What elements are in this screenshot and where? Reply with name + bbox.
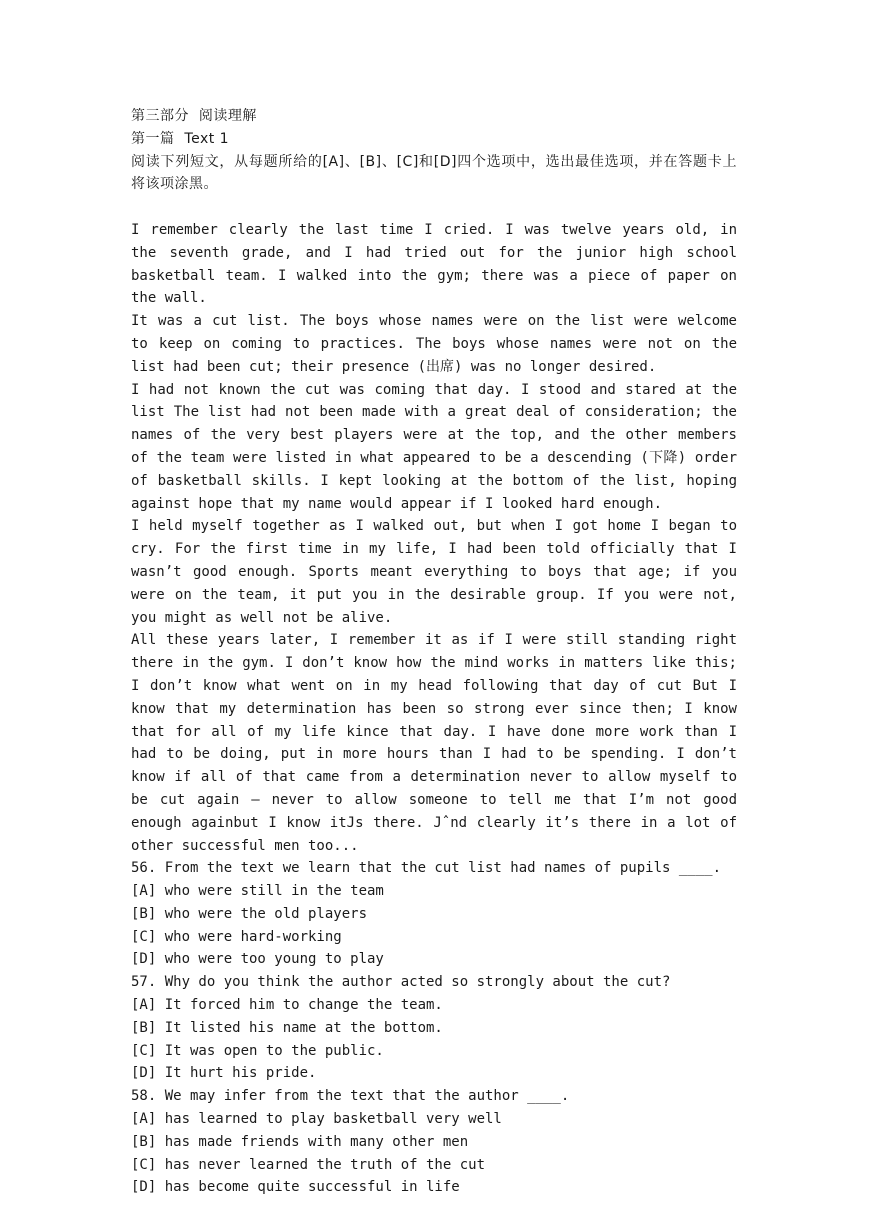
question-58 <box>131 1085 737 1199</box>
passage-paragraph: I held myself together as I walked out, but when I got home I began to cry. For the first time in my life, I had been told officially that I wasn’t good enough. Sports meant everything to boys that age; if you were on the team, it put you in the desirable group. If you were not, you might as well not be alive. <box>131 518 737 626</box>
question-57 <box>131 971 737 1085</box>
option-d: [D] It hurt his pride. <box>131 1065 317 1082</box>
option-b: [B] who were the old players <box>131 905 368 922</box>
option-d: [D] has become quite successful in life <box>131 1179 460 1196</box>
passage-paragraph: It was a cut list. The boys whose names were on the list were welcome to keep on coming to practices. The boys whose names were not on the list had been cut; their presence (出席) was no longer desired. <box>131 313 737 375</box>
question-56 <box>131 857 737 971</box>
passage-paragraph: All these years later, I remember it as if I were still standing right there in the gym. I don’t know how the mind works in matters like this; I don’t know what went on in my head following that day of cut But I know that my determination has been so strong ever since then; I know that for all of my life kince that day. I have done more work than I had to be doing, put in more hours than I had to be spending. I don’t know if all of that came from a determination never to allow myself to be cut again — never to allow someone to tell me that I’m not good enough againbut I know itJs there. Jˆnd clearly it’s there in a lot of other successful men too... <box>131 632 737 854</box>
document-page <box>131 105 737 1199</box>
section-heading: 第三部分 阅读理解 <box>131 108 257 124</box>
option-c: [C] It was open to the public. <box>131 1042 384 1059</box>
question-stem: 58. We may infer from the text that the author ____. <box>131 1088 570 1105</box>
passage-paragraph: I remember clearly the last time I cried. I was twelve years old, in the seventh grade, and I had tried out for the junior high school basketball team. I walked into the gym; there was a piece of paper on the wall. <box>131 221 737 307</box>
option-b: [B] It listed his name at the bottom. <box>131 1019 443 1036</box>
question-stem: 56. From the text we learn that the cut list had names of pupils ____. <box>131 860 722 877</box>
passage-paragraph: I had not known the cut was coming that day. I stood and stared at the list The list had not been made with a great deal of consideration; the names of the very best players were at the top, and the other members of the team were listed in what appeared to be a descending (下降) order of basketball skills. I kept looking at the bottom of the list, hoping against hope that my name would appear if I looked hard enough. <box>131 381 737 512</box>
option-a: [A] It forced him to change the team. <box>131 997 443 1014</box>
text-heading: 第一篇 Text 1 <box>131 130 230 147</box>
question-stem: 57. Why do you think the author acted so strongly about the cut? <box>131 974 671 991</box>
option-c: [C] has never learned the truth of the cut <box>131 1156 486 1173</box>
spacer <box>131 196 737 219</box>
option-d: [D] who were too young to play <box>131 951 384 968</box>
option-c: [C] who were hard-working <box>131 928 342 945</box>
option-a: [A] has learned to play basketball very well <box>131 1111 502 1128</box>
option-a: [A] who were still in the team <box>131 883 384 900</box>
instruction-text: 阅读下列短文，从每题所给的[A]、[B]、[C]和[D]四个选项中，选出最佳选项，并在答题卡上将该项涂黑。 <box>131 153 737 193</box>
option-b: [B] has made friends with many other men <box>131 1133 469 1150</box>
